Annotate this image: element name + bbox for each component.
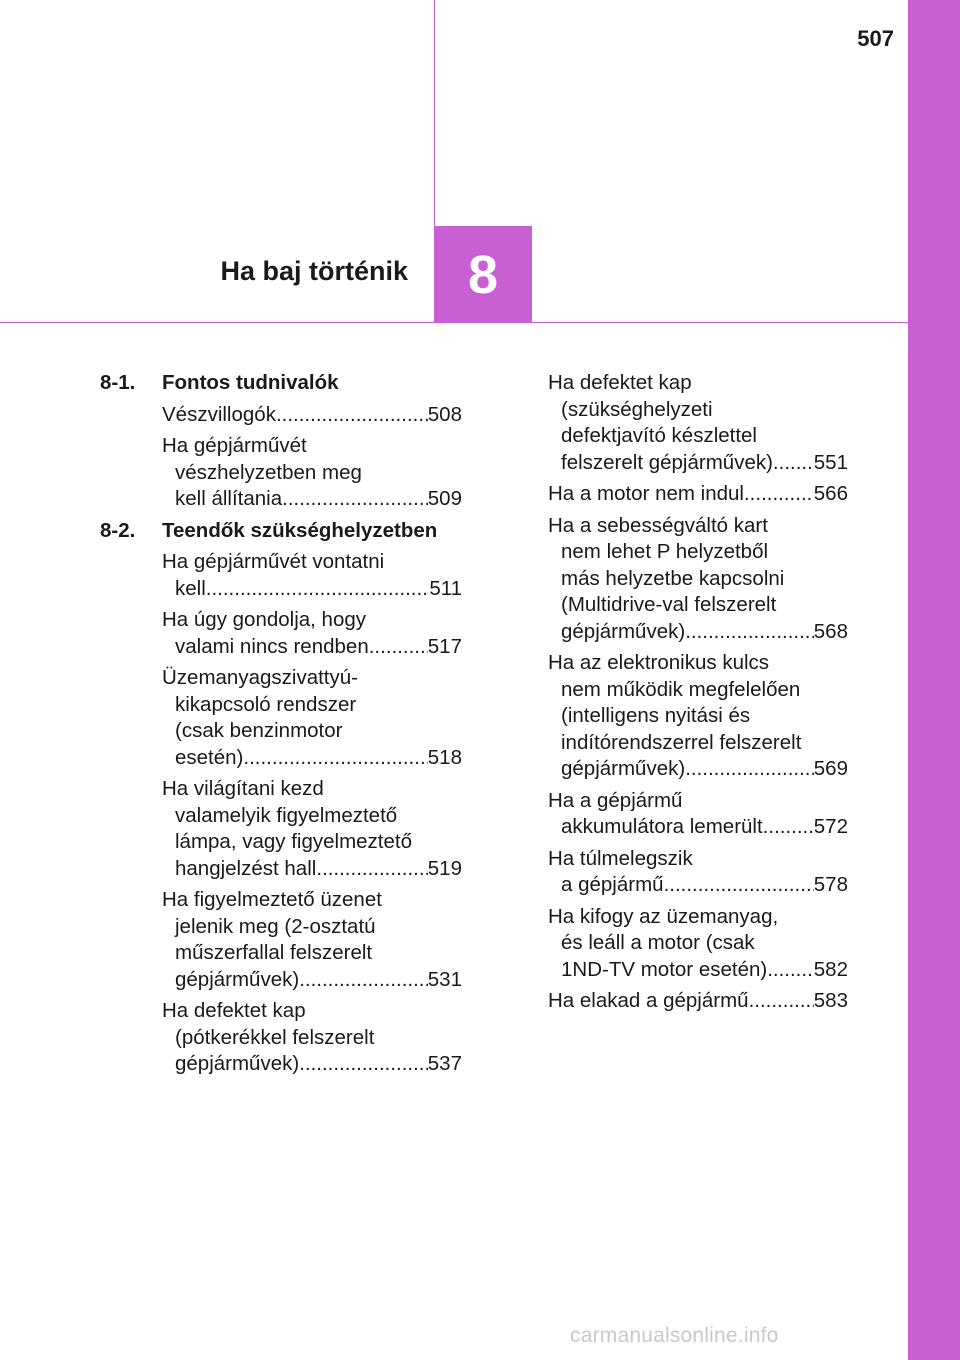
toc-entry-text: Ha elakad a gépjármű	[548, 989, 749, 1012]
toc-entry-text: valamelyik figyelmeztető	[175, 803, 398, 827]
toc-page-number: 517	[427, 634, 462, 658]
toc-entry-text: indítórendszerrel felszerelt	[561, 730, 802, 754]
toc-entry-line	[548, 957, 848, 984]
toc-leader-dots	[744, 481, 814, 508]
toc-entry-line	[548, 423, 848, 450]
toc-entry-line	[162, 549, 462, 576]
toc-entry-line	[548, 566, 848, 593]
toc-entry[interactable]	[548, 846, 848, 899]
toc-entry-line	[162, 402, 462, 429]
toc-entry[interactable]	[548, 788, 848, 841]
toc-entry-line	[162, 1025, 462, 1052]
toc-entry-text: Ha a gépjármű	[548, 788, 683, 812]
toc-entry-text: Ha defektet kap	[548, 371, 692, 394]
toc-entry-line	[162, 940, 462, 967]
toc-entry-text: műszerfallal felszerelt	[175, 941, 373, 964]
toc-entry-text: Ha úgy gondolja, hogy	[162, 608, 367, 631]
toc-leader-dots	[767, 957, 814, 984]
toc-left-column	[100, 370, 462, 1083]
section-title: Fontos tudnivalók	[162, 371, 339, 394]
toc-entry-line	[162, 745, 462, 772]
toc-entry-line	[548, 677, 848, 704]
toc-entry-text: vészhelyzetben meg	[175, 460, 362, 484]
toc-leader-dots	[299, 967, 428, 994]
toc-entry-text: nem lehet P helyzetből	[561, 540, 769, 563]
toc-leader-dots	[243, 745, 427, 772]
toc-entry-line	[162, 460, 462, 487]
toc-entry-line	[548, 988, 848, 1015]
toc-entry-line	[162, 1051, 462, 1078]
section-heading[interactable]	[100, 518, 462, 545]
toc-entry-text: és leáll a motor (csak	[561, 931, 755, 954]
toc-entry[interactable]	[548, 481, 848, 508]
toc-page-number: 582	[813, 957, 848, 981]
toc-entry[interactable]	[548, 904, 848, 984]
toc-entry-line	[162, 967, 462, 994]
toc-entry-line	[548, 846, 848, 873]
toc-page-number: 566	[813, 482, 848, 505]
toc-entry[interactable]	[100, 402, 462, 429]
toc-leader-dots	[749, 988, 814, 1015]
toc-entry[interactable]	[100, 549, 462, 602]
toc-entry-text: Ha kifogy az üzemanyag,	[548, 904, 779, 928]
toc-entry-text: Vészvillogók	[162, 402, 276, 426]
toc-entry-text: (Multidrive-val felszerelt	[561, 593, 777, 616]
toc-leader-dots	[299, 1051, 428, 1078]
toc-entry-text: Ha túlmelegszik	[548, 846, 693, 870]
toc-page-number: 531	[427, 967, 462, 991]
toc-entry-line	[162, 803, 462, 830]
toc-entry-text: kell	[175, 576, 206, 600]
watermark: carmanualsonline.info	[570, 1324, 779, 1347]
toc-leader-dots	[685, 619, 814, 646]
toc-entry[interactable]	[548, 988, 848, 1015]
toc-entry[interactable]	[100, 776, 462, 882]
toc-page-number: 551	[813, 450, 848, 474]
toc-entry[interactable]	[548, 650, 848, 783]
section-heading[interactable]	[100, 370, 462, 397]
toc-entry-line	[162, 634, 462, 661]
toc-entry-line	[162, 718, 462, 745]
toc-entry-text: akkumulátora lemerült	[561, 815, 763, 838]
toc-entry-line	[162, 433, 462, 460]
page-number: 507	[857, 26, 894, 51]
toc-page-number: 511	[429, 576, 462, 600]
section-number: 8-2.	[100, 518, 136, 542]
chapter-number-box	[434, 226, 532, 323]
toc-entry-line	[548, 592, 848, 619]
toc-entry-text: (csak benzinmotor	[175, 719, 343, 742]
toc-leader-dots	[276, 402, 428, 429]
toc-entry-text: kell állítania	[175, 487, 283, 510]
toc-entry-line	[162, 887, 462, 914]
toc-entry-line	[162, 914, 462, 941]
toc-entry-text: Ha a sebességváltó kart	[548, 513, 768, 537]
header-vertical-rule	[434, 0, 435, 226]
toc-entry-text: felszerelt gépjárművek)	[561, 450, 773, 474]
toc-entry[interactable]	[100, 607, 462, 660]
toc-entry-text: (pótkerékkel felszerelt	[175, 1025, 375, 1049]
toc-entry-text: gépjárművek)	[175, 967, 300, 991]
toc-entry[interactable]	[100, 998, 462, 1078]
toc-entry-text: Ha az elektronikus kulcs	[548, 651, 770, 674]
toc-entry-line	[162, 607, 462, 634]
toc-entry-text: jelenik meg (2-osztatú	[175, 914, 376, 938]
toc-entry-text: Ha gépjárművét vontatni	[162, 550, 385, 573]
toc-page-number: 578	[813, 873, 848, 896]
toc-entry-line	[162, 829, 462, 856]
toc-page-number: 537	[427, 1052, 462, 1075]
toc-entry-text: Üzemanyagszivattyú-	[162, 666, 358, 689]
toc-leader-dots	[316, 856, 427, 883]
toc-entry-line	[548, 513, 848, 540]
toc-leader-dots	[685, 756, 814, 783]
toc-entry-text: 1ND-TV motor esetén)	[561, 957, 768, 981]
toc-entry-line	[548, 397, 848, 424]
section-title: Teendők szükséghelyzetben	[162, 518, 438, 542]
toc-entry-text: nem működik megfelelően	[561, 677, 801, 701]
toc-entry-line	[548, 788, 848, 815]
toc-leader-dots	[282, 486, 428, 513]
toc-page-number: 509	[427, 487, 462, 510]
toc-page-number: 569	[813, 757, 848, 780]
toc-entry[interactable]	[548, 513, 848, 646]
toc-entry-line	[548, 450, 848, 477]
chapter-tab-bar	[908, 0, 960, 1360]
toc-entry-line	[548, 619, 848, 646]
toc-entry-text: kikapcsoló rendszer	[175, 692, 357, 716]
toc-entry-line	[162, 576, 462, 603]
toc-entry-line	[162, 665, 462, 692]
toc-entry-line	[548, 370, 848, 397]
toc-entry-text: (szükséghelyzeti	[561, 397, 713, 421]
toc-leader-dots	[763, 814, 814, 841]
toc-entry-text: Ha a motor nem indul	[548, 482, 744, 505]
toc-entry-text: hangjelzést hall	[175, 856, 317, 880]
toc-entry-text: gépjárművek)	[561, 619, 686, 643]
toc-entry-text: valami nincs rendben.	[175, 634, 375, 658]
toc-entry-text: Ha figyelmeztető üzenet	[162, 888, 382, 911]
toc-page-number: 518	[427, 745, 462, 769]
toc-entry-text: Ha gépjárművét	[162, 434, 307, 457]
toc-entry-line	[162, 692, 462, 719]
toc-entry-line	[548, 481, 848, 508]
toc-entry-text: más helyzetbe kapcsolni	[561, 566, 785, 590]
toc-entry-text: Ha világítani kezd	[162, 777, 324, 800]
toc-page-number: 508	[427, 402, 462, 426]
toc-entry-line	[162, 776, 462, 803]
toc-entry-line	[548, 756, 848, 783]
section-number: 8-1.	[100, 371, 136, 394]
toc-entry-line	[548, 703, 848, 730]
toc-leader-dots	[374, 634, 427, 661]
toc-entry-line	[548, 904, 848, 931]
toc-page-number: 572	[813, 815, 848, 838]
toc-entry[interactable]	[100, 433, 462, 513]
toc-leader-dots	[664, 872, 814, 899]
toc-page-number: 583	[813, 989, 848, 1012]
toc-entry-text: Ha defektet kap	[162, 999, 306, 1022]
toc-entry-line	[548, 539, 848, 566]
toc-entry-line	[162, 486, 462, 513]
chapter-title: Ha baj történik	[220, 256, 408, 286]
toc-entry-line	[162, 998, 462, 1025]
chapter-number: 8	[467, 244, 499, 305]
toc-entry-line	[548, 730, 848, 757]
toc-leader-dots	[206, 576, 430, 603]
toc-entry-text: (intelligens nyitási és	[561, 704, 751, 727]
toc-entry-line	[548, 650, 848, 677]
toc-entry-line	[548, 930, 848, 957]
toc-entry-text: lámpa, vagy figyelmeztető	[175, 830, 413, 853]
toc-entry-text: gépjárművek)	[175, 1052, 300, 1075]
toc-entry-text: gépjárművek)	[561, 757, 686, 780]
toc-entry[interactable]	[548, 370, 848, 476]
toc-entry[interactable]	[100, 665, 462, 771]
toc-entry-line	[548, 872, 848, 899]
toc-entry-line	[162, 856, 462, 883]
toc-page-number: 568	[813, 619, 848, 643]
toc-entry-line	[548, 814, 848, 841]
toc-entry-text: defektjavító készlettel	[561, 424, 757, 447]
toc-entry[interactable]	[100, 887, 462, 993]
toc-right-column	[548, 370, 848, 1020]
toc-page-number: 519	[427, 856, 462, 880]
toc-leader-dots	[773, 450, 814, 477]
toc-entry-text: esetén)	[175, 745, 244, 769]
toc-entry-text: a gépjármű	[561, 873, 664, 896]
